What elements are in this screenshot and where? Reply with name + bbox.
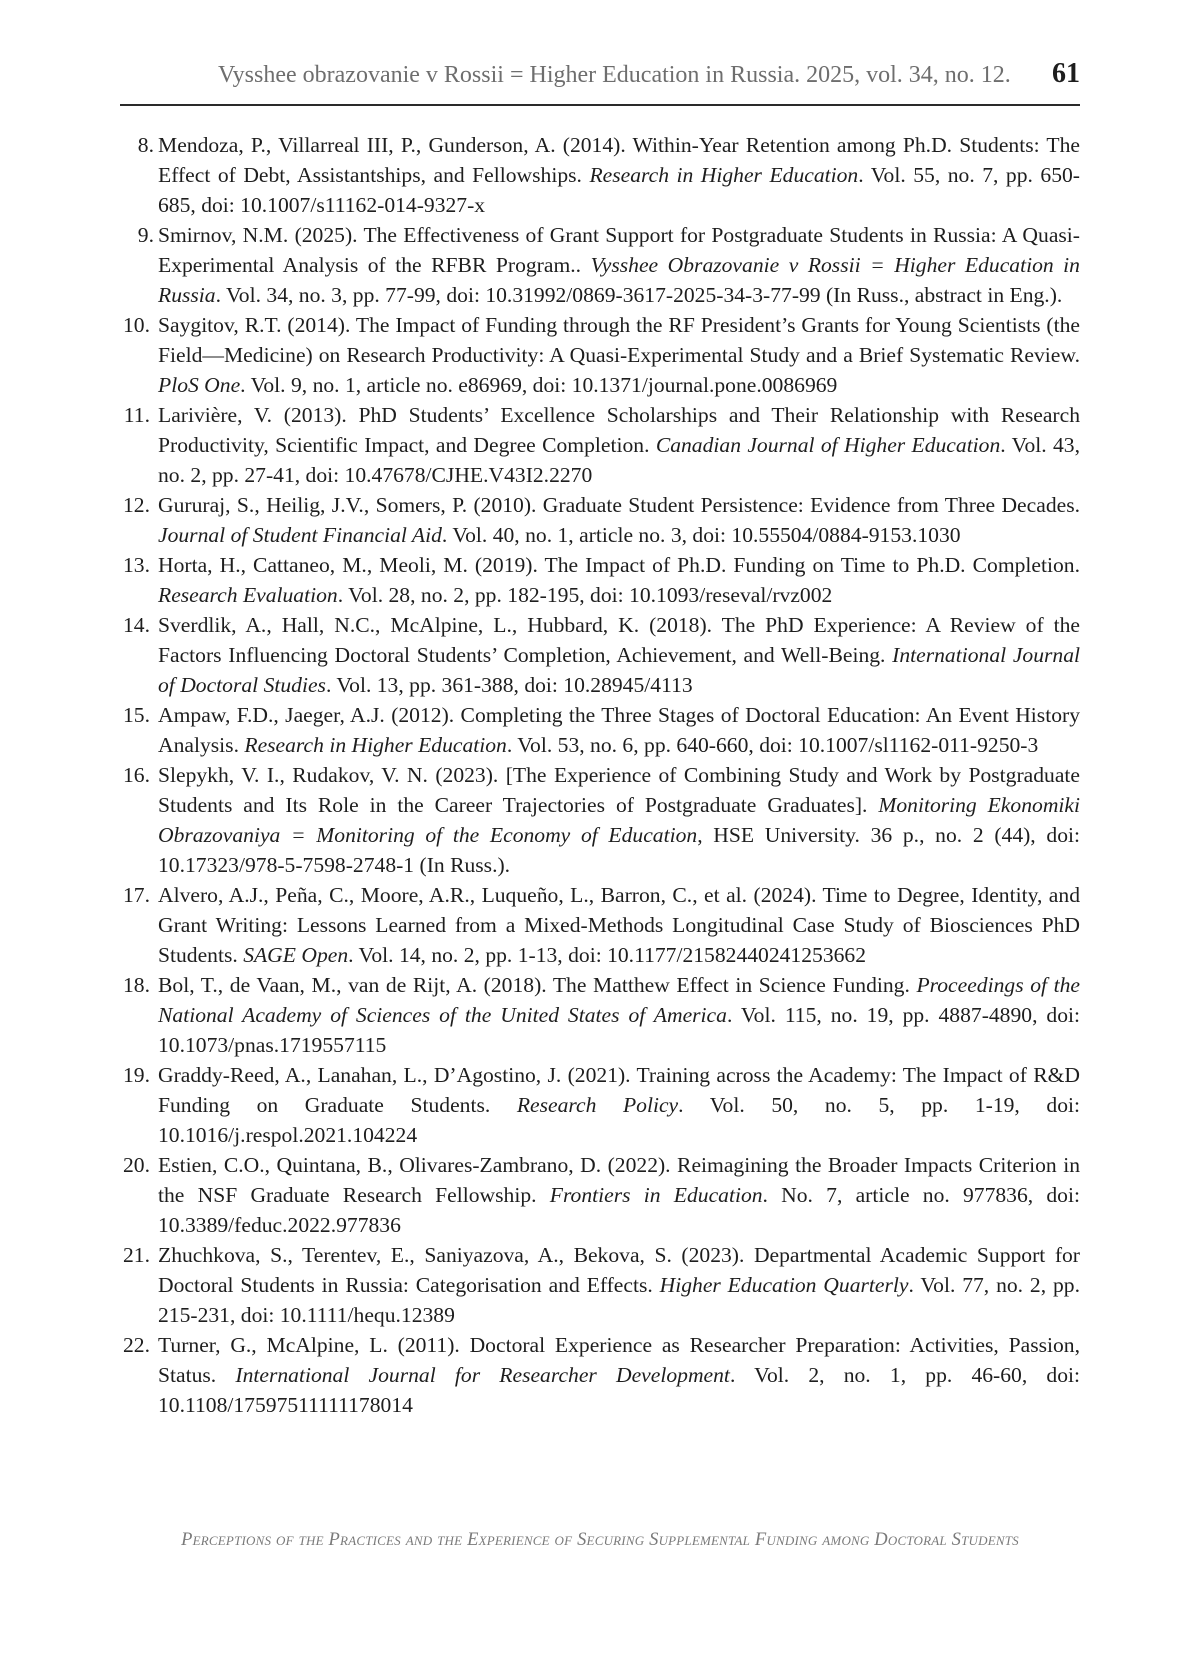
reference-source: Monitoring Ekonomiki Obrazovaniya = Monitoring of the Economy of Education [158, 793, 1080, 847]
reference-text: Slepykh, V. I., Rudakov, V. N. (2023). [The Experience of Combining Study and Work by Postgraduate Students and Its Role in the Career Trajectories of Postgraduate Graduates]. [158, 763, 1080, 817]
reference-text: Zhuchkova, S., Terentev, E., Saniyazova, A., Bekova, S. (2023). Departmental Academic Support for Doctoral Students in Russia: Categorisation and Effects. [158, 1243, 1080, 1297]
reference-text: Turner, G., McAlpine, L. (2011). Doctoral Experience as Researcher Preparation: Activities, Passion, Status. [158, 1333, 1080, 1387]
reference-text: Ampaw, F.D., Jaeger, A.J. (2012). Completing the Three Stages of Doctoral Education: An Event History Analysis. [158, 703, 1080, 757]
reference-item [120, 490, 1080, 550]
reference-number: 17. [123, 883, 150, 907]
reference-details: . Vol. 13, pp. 361-388, doi: 10.28945/4113 [325, 673, 693, 697]
page-header [120, 52, 1080, 106]
reference-number: 22. [123, 1333, 150, 1357]
reference-item [120, 400, 1080, 490]
reference-item [120, 1330, 1080, 1420]
reference-source: Frontiers in Education [549, 1183, 763, 1207]
reference-item [120, 310, 1080, 400]
reference-item [120, 610, 1080, 700]
reference-item [120, 1240, 1080, 1330]
reference-source: SAGE Open [243, 943, 349, 967]
reference-details: . Vol. 115, no. 19, pp. 4887-4890, doi: 10.1073/pnas.1719557115 [158, 1003, 1080, 1057]
reference-item [120, 220, 1080, 310]
reference-source: Research in Higher Education [589, 163, 859, 187]
journal-title: Vysshee obrazovanie v Rossii = Higher Education in Russia. 2025, vol. 34, no. 12. [218, 62, 1011, 88]
reference-source: International Journal for Researcher Development [235, 1363, 730, 1387]
reference-source: PloS One [158, 373, 241, 397]
reference-source: Vysshee Obrazovanie v Rossii = Higher Education in Russia [158, 253, 1080, 307]
reference-text: Graddy-Reed, A., Lanahan, L., D’Agostino, J. (2021). Training across the Academy: The Impact of R&D Funding on Graduate Students. [158, 1063, 1080, 1117]
reference-details: . Vol. 9, no. 1, article no. e86969, doi: 10.1371/journal.pone.0086969 [240, 373, 838, 397]
reference-item [120, 130, 1080, 220]
reference-source: International Journal of Doctoral Studies [158, 643, 1080, 697]
reference-text: Alvero, A.J., Peña, C., Moore, A.R., Luqueño, L., Barron, C., et al. (2024). Time to Degree, Identity, and Grant Writing: Lessons Learned from a Mixed-Methods Longitudinal Case Study of Biosciences PhD Students. [158, 883, 1080, 967]
reference-item [120, 1150, 1080, 1240]
reference-details: . Vol. 2, no. 1, pp. 46-60, doi: 10.1108/17597511111178014 [158, 1363, 1081, 1417]
reference-number: 18. [123, 973, 150, 997]
reference-number: 16. [123, 763, 150, 787]
reference-text: Estien, C.O., Quintana, B., Olivares-Zambrano, D. (2022). Reimagining the Broader Impacts Criterion in the NSF Graduate Research Fellowship. [158, 1153, 1080, 1207]
reference-number: 13. [123, 553, 150, 577]
reference-details: . Vol. 40, no. 1, article no. 3, doi: 10.55504/0884-9153.1030 [441, 523, 961, 547]
reference-item [120, 760, 1080, 880]
reference-details: . Vol. 55, no. 7, pp. 650-685, doi: 10.1007/s11162-014-9327-x [158, 163, 1080, 217]
reference-details: . Vol. 28, no. 2, pp. 182-195, doi: 10.1093/reseval/rvz002 [337, 583, 833, 607]
reference-text: Mendoza, P., Villarreal III, P., Gunderson, A. (2014). Within-Year Retention among Ph.D. Students: The Effect of Debt, Assistantships, and Fellowships. [158, 133, 1080, 187]
reference-source: Higher Education Quarterly [659, 1273, 909, 1297]
reference-details: , HSE University. 36 p., no. 2 (44), doi: 10.17323/978-5-7598-2748-1 (In Russ.). [158, 823, 1080, 877]
reference-details: . Vol. 77, no. 2, pp. 215-231, doi: 10.1111/hequ.12389 [158, 1273, 1080, 1327]
reference-source: Proceedings of the National Academy of Sciences of the United States of America [158, 973, 1080, 1027]
reference-text: Gururaj, S., Heilig, J.V., Somers, P. (2010). Graduate Student Persistence: Evidence from Three Decades. [158, 493, 1080, 517]
reference-list [120, 130, 1080, 1420]
reference-source: Journal of Student Financial Aid [158, 523, 442, 547]
reference-number: 14. [123, 613, 150, 637]
reference-number: 8. [137, 133, 154, 157]
reference-item [120, 550, 1080, 610]
reference-source: Research Evaluation [158, 583, 338, 607]
reference-details: . Vol. 53, no. 6, pp. 640-660, doi: 10.1007/sl1162-011-9250-3 [506, 733, 1039, 757]
reference-number: 11. [123, 403, 150, 427]
reference-number: 20. [123, 1153, 150, 1177]
reference-number: 10. [123, 313, 150, 337]
reference-text: Bol, T., de Vaan, M., van de Rijt, A. (2018). The Matthew Effect in Science Funding. [158, 973, 917, 997]
reference-text: Sverdlik, A., Hall, N.C., McAlpine, L., Hubbard, K. (2018). The PhD Experience: A Review of the Factors Influencing Doctoral Students’ Completion, Achievement, and Well-Being. [158, 613, 1080, 667]
reference-details: . No. 7, article no. 977836, doi: 10.3389/feduc.2022.977836 [158, 1183, 1080, 1237]
reference-number: 9. [137, 223, 154, 247]
reference-item [120, 700, 1080, 760]
reference-number: 19. [123, 1063, 150, 1087]
reference-item [120, 880, 1080, 970]
reference-item [120, 970, 1080, 1060]
reference-text: Horta, H., Cattaneo, M., Meoli, M. (2019). The Impact of Ph.D. Funding on Time to Ph.D. Completion. [158, 553, 1080, 577]
reference-item [120, 1060, 1080, 1150]
reference-text: Smirnov, N.M. (2025). The Effectiveness of Grant Support for Postgraduate Students in Russia: A Quasi-Experimental Analysis of the RFBR Program.. [158, 223, 1080, 277]
reference-details: . Vol. 43, no. 2, pp. 27-41, doi: 10.47678/CJHE.V43I2.2270 [158, 433, 1080, 487]
reference-details: . Vol. 50, no. 5, pp. 1-19, doi: 10.1016/j.respol.2021.104224 [158, 1093, 1080, 1147]
reference-number: 21. [123, 1243, 150, 1267]
reference-source: Research Policy [516, 1093, 679, 1117]
reference-text: Larivière, V. (2013). PhD Students’ Excellence Scholarships and Their Relationship with Research Productivity, Scientific Impact, and Degree Completion. [158, 403, 1080, 457]
reference-details: . Vol. 34, no. 3, pp. 77-99, doi: 10.31992/0869-3617-2025-34-3-77-99 (In Russ., abstract in Eng.). [215, 283, 1063, 307]
running-footer: Perceptions of the Practices and the Experience of Securing Supplemental Funding among Doctoral Students [181, 1530, 1019, 1550]
reference-number: 15. [123, 703, 150, 727]
reference-source: Research in Higher Education [244, 733, 507, 757]
reference-source: Canadian Journal of Higher Education [655, 433, 1001, 457]
reference-number: 12. [123, 493, 150, 517]
reference-details: . Vol. 14, no. 2, pp. 1-13, doi: 10.1177/21582440241253662 [348, 943, 867, 967]
reference-text: Saygitov, R.T. (2014). The Impact of Funding through the RF President’s Grants for Young Scientists (the Field—Medicine) on Research Productivity: A Quasi-Experimental Study and a Brief Systematic Review. [158, 313, 1080, 367]
page-number: 61 [1052, 58, 1080, 89]
